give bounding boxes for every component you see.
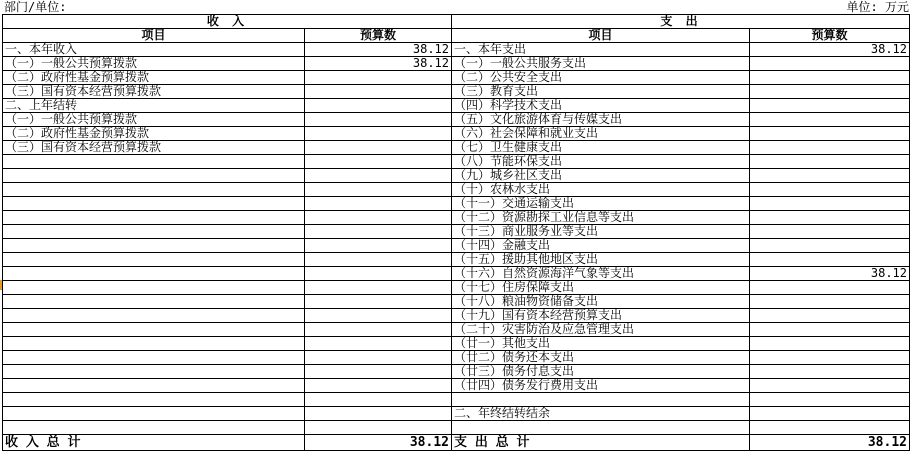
income-item-cell[interactable]: （二）政府性基金预算拨款 [3, 127, 305, 141]
income-value-cell[interactable] [305, 127, 452, 141]
expense-value-cell[interactable] [750, 127, 910, 141]
expense-value-cell[interactable] [750, 239, 910, 253]
expense-value-cell[interactable] [750, 393, 910, 407]
income-value-cell[interactable] [305, 197, 452, 211]
row-edge-marker [0, 280, 2, 290]
income-item-cell[interactable] [3, 337, 305, 351]
income-item-cell[interactable] [3, 155, 305, 169]
expense-value-cell[interactable] [750, 99, 910, 113]
expense-value-cell[interactable] [750, 281, 910, 295]
income-value-cell[interactable] [305, 379, 452, 393]
expense-item-cell[interactable]: 一、本年支出 [452, 43, 750, 57]
income-value-cell[interactable] [305, 85, 452, 99]
unit-label: 单位: 万元 [846, 0, 909, 14]
income-value-cell[interactable] [305, 421, 452, 435]
income-item-cell[interactable]: （一）一般公共预算拨款 [3, 57, 305, 71]
department-label: 部门/单位: [4, 0, 67, 14]
expense-item-cell[interactable]: （廿四）债务发行费用支出 [452, 379, 750, 393]
expense-value-cell[interactable] [750, 225, 910, 239]
income-value-cell[interactable] [305, 253, 452, 267]
expense-item-cell[interactable]: （十一）交通运输支出 [452, 197, 750, 211]
expense-item-cell[interactable]: 二、年终结转结余 [452, 407, 750, 421]
income-item-cell[interactable]: （二）政府性基金预算拨款 [3, 71, 305, 85]
expense-item-cell[interactable]: （二）公共安全支出 [452, 71, 750, 85]
income-item-cell[interactable] [3, 225, 305, 239]
income-item-cell[interactable] [3, 281, 305, 295]
income-value-cell[interactable] [305, 113, 452, 127]
income-budget-header: 预算数 [305, 29, 452, 43]
income-value-cell[interactable] [305, 407, 452, 421]
expense-total-value: 38.12 [750, 435, 910, 451]
expense-value-cell[interactable] [750, 379, 910, 393]
income-section-title: 收 入 [3, 15, 452, 29]
income-value-cell[interactable] [305, 155, 452, 169]
expense-value-cell[interactable] [750, 295, 910, 309]
expense-item-cell[interactable]: （四）科学技术支出 [452, 99, 750, 113]
expense-item-cell[interactable]: （廿一）其他支出 [452, 337, 750, 351]
expense-item-cell[interactable]: （五）文化旅游体育与传媒支出 [452, 113, 750, 127]
income-item-cell[interactable]: （一）一般公共预算拨款 [3, 113, 305, 127]
expense-item-cell[interactable]: （十九）国有资本经营预算支出 [452, 309, 750, 323]
expense-item-cell[interactable]: （十）农林水支出 [452, 183, 750, 197]
expense-item-cell[interactable]: （十六）自然资源海洋气象等支出 [452, 267, 750, 281]
expense-value-cell[interactable] [750, 71, 910, 85]
income-value-cell[interactable] [305, 183, 452, 197]
income-item-cell[interactable] [3, 323, 305, 337]
income-item-cell[interactable] [3, 365, 305, 379]
expense-value-cell[interactable] [750, 85, 910, 99]
income-item-cell[interactable] [3, 239, 305, 253]
expense-item-cell[interactable]: （六）社会保障和就业支出 [452, 127, 750, 141]
income-item-cell[interactable]: 一、本年收入 [3, 43, 305, 57]
expense-item-cell[interactable]: （十五）援助其他地区支出 [452, 253, 750, 267]
expense-item-cell[interactable]: （十七）住房保障支出 [452, 281, 750, 295]
income-item-cell[interactable] [3, 253, 305, 267]
income-value-cell[interactable] [305, 295, 452, 309]
expense-value-cell[interactable]: 38.12 [750, 43, 910, 57]
expense-item-cell[interactable]: （二十）灾害防治及应急管理支出 [452, 323, 750, 337]
expense-value-cell[interactable] [750, 169, 910, 183]
expense-budget-header: 预算数 [750, 29, 910, 43]
income-value-cell[interactable] [305, 211, 452, 225]
income-value-cell[interactable] [305, 267, 452, 281]
expense-item-cell[interactable] [452, 421, 750, 435]
expense-item-cell[interactable]: （廿三）债务付息支出 [452, 365, 750, 379]
expense-section-title: 支 出 [452, 15, 910, 29]
income-item-cell[interactable]: 二、上年结转 [3, 99, 305, 113]
income-value-cell[interactable] [305, 239, 452, 253]
income-value-cell[interactable] [305, 99, 452, 113]
income-item-cell[interactable] [3, 351, 305, 365]
expense-item-cell[interactable] [452, 393, 750, 407]
expense-item-cell[interactable]: （八）节能环保支出 [452, 155, 750, 169]
expense-value-cell[interactable] [750, 323, 910, 337]
income-value-cell[interactable] [305, 337, 452, 351]
income-value-cell[interactable] [305, 323, 452, 337]
budget-table [2, 14, 910, 451]
income-total-label: 收 入 总 计 [3, 435, 305, 451]
income-total-value: 38.12 [305, 435, 452, 451]
expense-value-cell[interactable] [750, 337, 910, 351]
income-item-cell[interactable] [3, 267, 305, 281]
income-value-cell[interactable]: 38.12 [305, 43, 452, 57]
expense-item-cell[interactable]: （十二）资源勘探工业信息等支出 [452, 211, 750, 225]
expense-item-cell[interactable]: （十三）商业服务业等支出 [452, 225, 750, 239]
income-item-cell[interactable] [3, 393, 305, 407]
income-item-cell[interactable] [3, 169, 305, 183]
expense-value-cell[interactable] [750, 365, 910, 379]
expense-item-header: 项目 [452, 29, 750, 43]
expense-value-cell[interactable] [750, 407, 910, 421]
expense-value-cell[interactable] [750, 113, 910, 127]
expense-value-cell[interactable] [750, 141, 910, 155]
income-value-cell[interactable] [305, 169, 452, 183]
income-value-cell[interactable] [305, 309, 452, 323]
income-item-header: 项目 [3, 29, 305, 43]
expense-value-cell[interactable] [750, 253, 910, 267]
expense-value-cell[interactable] [750, 183, 910, 197]
expense-value-cell[interactable] [750, 211, 910, 225]
income-item-cell[interactable] [3, 183, 305, 197]
income-item-cell[interactable] [3, 379, 305, 393]
expense-value-cell[interactable] [750, 197, 910, 211]
expense-value-cell[interactable] [750, 57, 910, 71]
income-item-cell[interactable] [3, 421, 305, 435]
income-value-cell[interactable]: 38.12 [305, 57, 452, 71]
income-value-cell[interactable] [305, 351, 452, 365]
expense-value-cell[interactable] [750, 421, 910, 435]
expense-value-cell[interactable]: 38.12 [750, 267, 910, 281]
expense-value-cell[interactable] [750, 351, 910, 365]
expense-item-cell[interactable]: （十八）粮油物资储备支出 [452, 295, 750, 309]
expense-item-cell[interactable]: （三）教育支出 [452, 85, 750, 99]
expense-item-cell[interactable]: （十四）金融支出 [452, 239, 750, 253]
income-item-cell[interactable] [3, 295, 305, 309]
expense-item-cell[interactable]: （一）一般公共服务支出 [452, 57, 750, 71]
income-value-cell[interactable] [305, 365, 452, 379]
income-item-cell[interactable] [3, 211, 305, 225]
expense-item-cell[interactable]: （九）城乡社区支出 [452, 169, 750, 183]
income-value-cell[interactable] [305, 71, 452, 85]
expense-value-cell[interactable] [750, 309, 910, 323]
income-item-cell[interactable]: （三）国有资本经营预算拨款 [3, 141, 305, 155]
expense-total-label: 支 出 总 计 [452, 435, 750, 451]
income-item-cell[interactable] [3, 197, 305, 211]
income-item-cell[interactable]: （三）国有资本经营预算拨款 [3, 85, 305, 99]
income-value-cell[interactable] [305, 141, 452, 155]
income-item-cell[interactable] [3, 407, 305, 421]
income-value-cell[interactable] [305, 393, 452, 407]
expense-item-cell[interactable]: （廿二）债务还本支出 [452, 351, 750, 365]
income-value-cell[interactable] [305, 225, 452, 239]
expense-value-cell[interactable] [750, 155, 910, 169]
income-value-cell[interactable] [305, 281, 452, 295]
expense-item-cell[interactable]: （七）卫生健康支出 [452, 141, 750, 155]
income-item-cell[interactable] [3, 309, 305, 323]
